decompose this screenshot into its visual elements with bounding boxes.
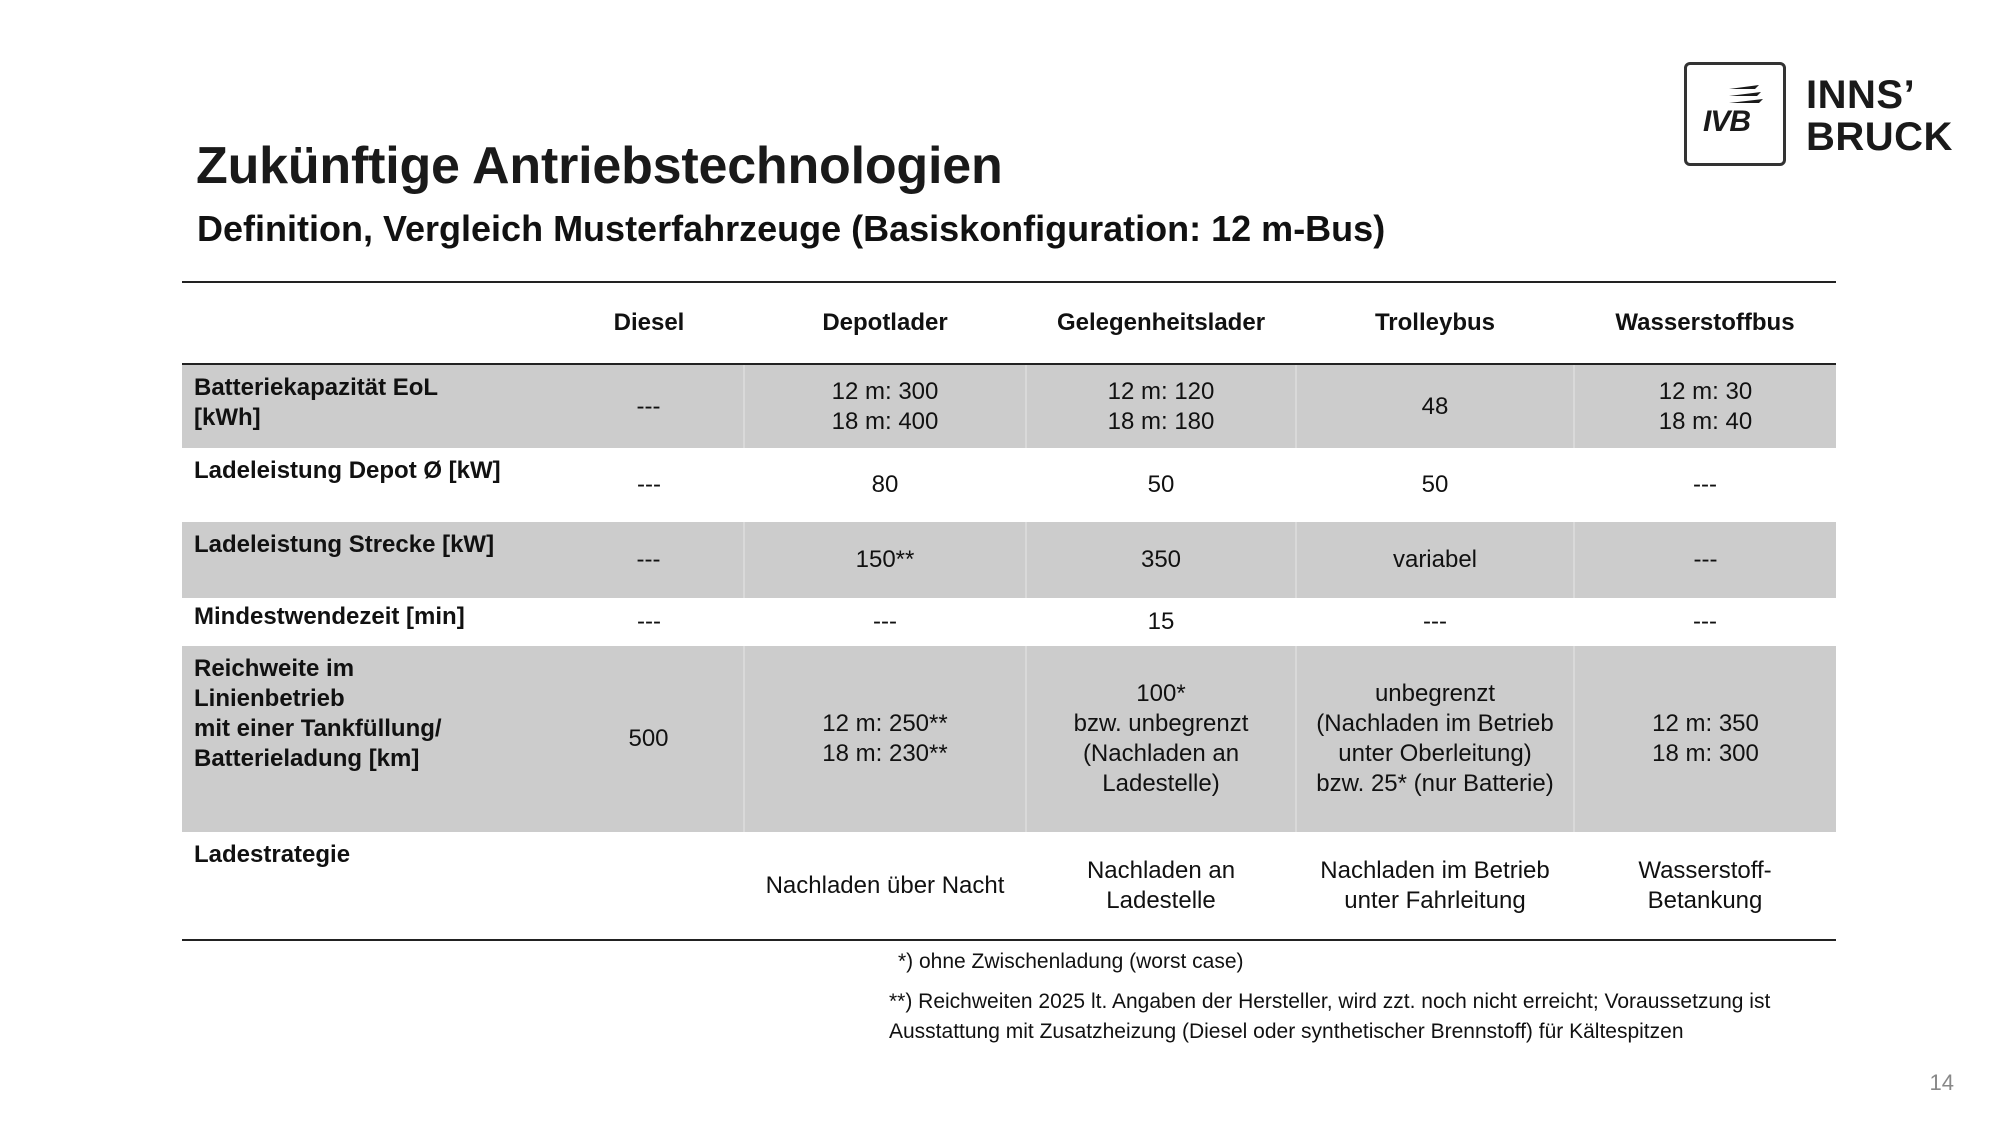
table-cell: 50 — [1147, 471, 1175, 498]
page-number: 14 — [1929, 1070, 1954, 1095]
row-label-reichweite: Reichweite im Linienbetrieb mit einer Tankfüllung/ Batterieladung [km] — [182, 646, 554, 832]
table-row — [182, 646, 1836, 832]
table-cell: 12 m: 350 18 m: 300 — [1574, 646, 1836, 832]
wordmark-line-1: INNS’ — [1806, 73, 1916, 117]
table-row — [182, 832, 1836, 940]
table-cell: 12 m: 250** 18 m: 230** — [744, 646, 1026, 832]
table-cell: 12 m: 300 18 m: 400 — [744, 364, 1026, 448]
column-header-gelegenheitslader: Gelegenheitslader — [1026, 282, 1296, 364]
table-cell: Wasserstoff- Betankung — [1638, 856, 1772, 914]
table-cell: 50 — [1421, 471, 1449, 498]
table-cell: --- — [554, 522, 744, 598]
table-cell: --- — [637, 608, 661, 635]
row-label-ladestrategie: Ladestrategie — [194, 841, 351, 868]
column-header-diesel: Diesel — [554, 282, 744, 364]
wordmark-line-2: BRUCK — [1806, 115, 1953, 159]
table-cell: 100* bzw. unbegrenzt (Nachladen an Ladestelle) — [1026, 646, 1296, 832]
table-cell: Nachladen über Nacht — [765, 871, 1005, 899]
table-row — [182, 522, 1836, 598]
slide-subtitle: Definition, Vergleich Musterfahrzeuge (Basiskonfiguration: 12 m-Bus) — [197, 208, 1386, 249]
table-cell: --- — [637, 471, 661, 498]
table-cell: Nachladen an Ladestelle — [1086, 856, 1236, 914]
table-cell: 12 m: 120 18 m: 180 — [1026, 364, 1296, 448]
innsbruck-wordmark — [1806, 73, 1953, 160]
table-cell: 80 — [871, 471, 899, 498]
table-cell: 48 — [1296, 364, 1574, 448]
table-cell: 12 m: 30 18 m: 40 — [1574, 364, 1836, 448]
header-empty — [182, 282, 554, 364]
speed-lines-icon — [1725, 85, 1765, 107]
column-header-wasserstoffbus: Wasserstoffbus — [1574, 282, 1836, 364]
table-cell: 500 — [554, 646, 744, 832]
row-label-ladeleistung-strecke: Ladeleistung Strecke [kW] — [182, 522, 554, 598]
row-label-batteriekapazitaet: Batteriekapazität EoL [kWh] — [182, 364, 554, 448]
table-cell: --- — [1423, 608, 1447, 635]
table-cell: 150** — [744, 522, 1026, 598]
slide-title: Zukünftige Antriebstechnologien — [196, 137, 1003, 195]
ivb-logo-text: IVB — [1703, 105, 1751, 138]
footnote-reichweiten-line-1: **) Reichweiten 2025 lt. Angaben der Hersteller, wird zzt. noch nicht erreicht; Voraussetzung ist — [889, 990, 1771, 1013]
comparison-table — [182, 281, 1836, 941]
table-cell: --- — [1574, 522, 1836, 598]
table-cell: variabel — [1296, 522, 1574, 598]
table-cell: --- — [873, 608, 897, 635]
row-label-ladeleistung-depot: Ladeleistung Depot Ø [kW] — [194, 457, 501, 484]
footnote-reichweiten-line-2: Ausstattung mit Zusatzheizung (Diesel oder synthetischer Brennstoff) für Kältespitzen — [889, 1020, 1684, 1043]
column-header-trolleybus: Trolleybus — [1296, 282, 1574, 364]
footnote-worst-case: *) ohne Zwischenladung (worst case) — [898, 950, 1244, 973]
table-cell: --- — [1693, 608, 1717, 635]
table-cell: 350 — [1026, 522, 1296, 598]
table-cell: --- — [554, 364, 744, 448]
table-cell: 15 — [1147, 608, 1175, 635]
table-row — [182, 598, 1836, 646]
table-row — [182, 364, 1836, 448]
table-cell: Nachladen im Betrieb unter Fahrleitung — [1320, 856, 1550, 914]
table-cell — [554, 832, 744, 940]
ivb-logo-mark — [1684, 62, 1786, 166]
table-cell: unbegrenzt (Nachladen im Betrieb unter Oberleitung) bzw. 25* (nur Batterie) — [1296, 646, 1574, 832]
ivb-innsbruck-logo — [1684, 62, 1954, 172]
row-label-mindestwendezeit: Mindestwendezeit [min] — [194, 603, 465, 630]
table-cell: --- — [1693, 471, 1717, 498]
column-header-depotlader: Depotlader — [744, 282, 1026, 364]
table-header-row — [182, 282, 1836, 364]
table-row — [182, 448, 1836, 522]
